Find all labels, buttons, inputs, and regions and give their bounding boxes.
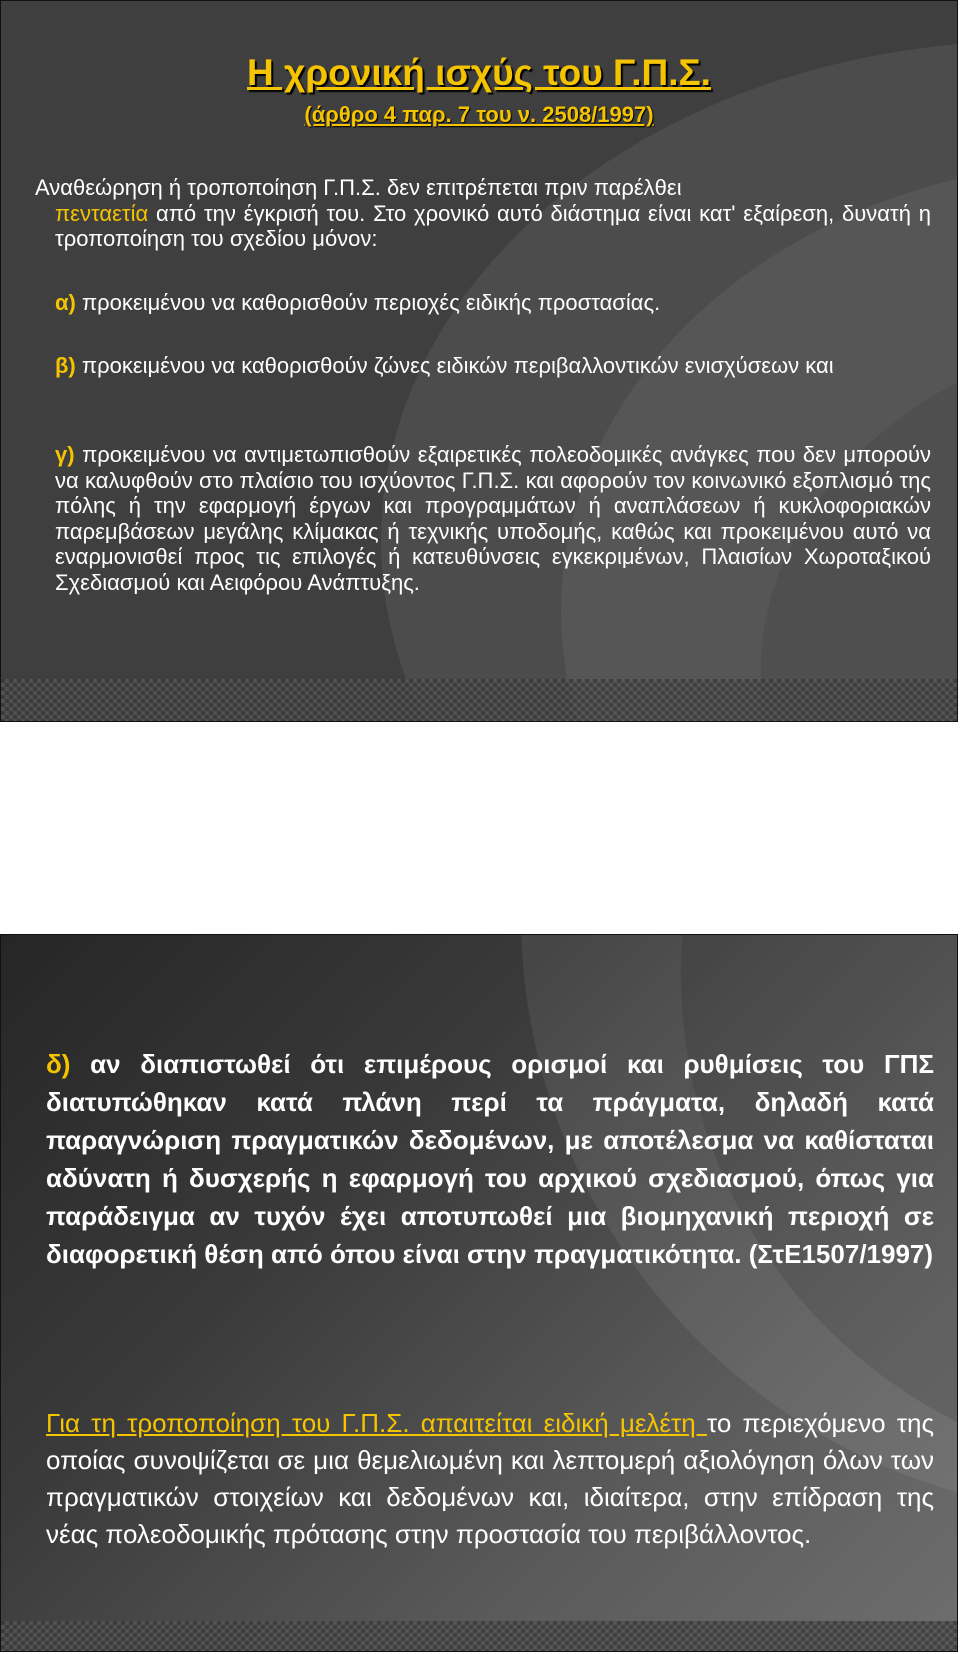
item-text: προκειμένου να αντιμετωπισθούν εξαιρετικές πολεοδομικές ανάγκες που δεν μπορούν να καλυφθούν στο πλαίσιο του ισχύοντος Γ.Π.Σ. και αφορούν τον κοινωνικό εξοπλισμό της πόλης ή την εφαρμογή έργων και προγραμμάτων ή αναπλάσεων ή κυκλοφοριακών παρεμβάσεων μεγάλης κλίμακας ή τεχνικής υποδομής, καθώς και προκειμένου αυτό να εναρμονισθεί προς τις επιλογές ή κατευθύνσεις εγκεκριμένων, Πλαισίων Χωροταξικού Σχεδιασμού και Αειφόρου Ανάπτυξης.	[55, 442, 931, 595]
item-label: β)	[55, 353, 76, 378]
intro-continuation	[35, 201, 931, 252]
item-label: γ)	[55, 442, 75, 467]
list-item-c	[55, 442, 931, 595]
slide-subtitle: (άρθρο 4 παρ. 7 του ν. 2508/1997)	[304, 102, 654, 127]
intro-rest: από την έγκρισή του. Στο χρονικό αυτό διάστημα είναι κατ' εξαίρεση, δυνατή η τροποποίηση του σχεδίου μόνον:	[55, 200, 931, 251]
item-label: α)	[55, 290, 76, 315]
requirement-text: το περιεχόμενο της οποίας συνοψίζεται σε μια θεμελιωμένη και λεπτομερή αξιολόγηση όλων των πραγματικών στοιχείων και δεδομένων και, ιδιαίτερα, στην επίδραση της νέας πολεοδομικής πρότασης στην προστασία του περιβάλλοντος.	[46, 1408, 934, 1549]
item-text: προκειμένου να καθορισθούν περιοχές ειδικής προστασίας.	[81, 290, 661, 315]
item-label: δ)	[46, 1049, 71, 1079]
checker-band	[1, 679, 957, 721]
list-item-a	[55, 290, 931, 316]
requirement-highlight: Για τη τροποποίηση του Γ.Π.Σ. απαιτείται ειδική μελέτη	[46, 1408, 707, 1438]
checker-band	[1, 1621, 957, 1651]
intro-paragraph	[35, 175, 931, 252]
intro-highlight: πενταετία	[55, 200, 149, 226]
list-item-b	[55, 353, 931, 379]
background-swoosh	[381, 41, 958, 722]
item-text: προκειμένου να καθορισθούν ζώνες ειδικών περιβαλλοντικών ενισχύσεων και	[81, 353, 834, 378]
slide-1	[0, 0, 958, 722]
list-item-d	[46, 1045, 934, 1273]
requirement-paragraph	[46, 1405, 934, 1553]
slide-title: Η χρονική ισχύς του Γ.Π.Σ.	[247, 52, 711, 93]
item-text: αν διαπιστωθεί ότι επιμέρους ορισμοί και ρυθμίσεις του ΓΠΣ διατυπώθηκαν κατά πλάνη περί τα πράγματα, δηλαδή κατά παραγνώριση πραγματικών δεδομένων, με αποτέλεσμα να καθίσταται αδύνατη ή δυσχερής η εφαρμογή του αρχικού σχεδιασμού, όπως για παράδειγμα αν τυχόν έχει αποτυπωθεί μια βιομηχανική περιοχή σε διαφορετική θέση από όπου είναι στην πραγματικότητα. (ΣτΕ1507/1997)	[46, 1049, 934, 1269]
intro-lead: Αναθεώρηση ή τροποποίηση Γ.Π.Σ. δεν επιτρέπεται πριν παρέλθει	[35, 175, 682, 200]
